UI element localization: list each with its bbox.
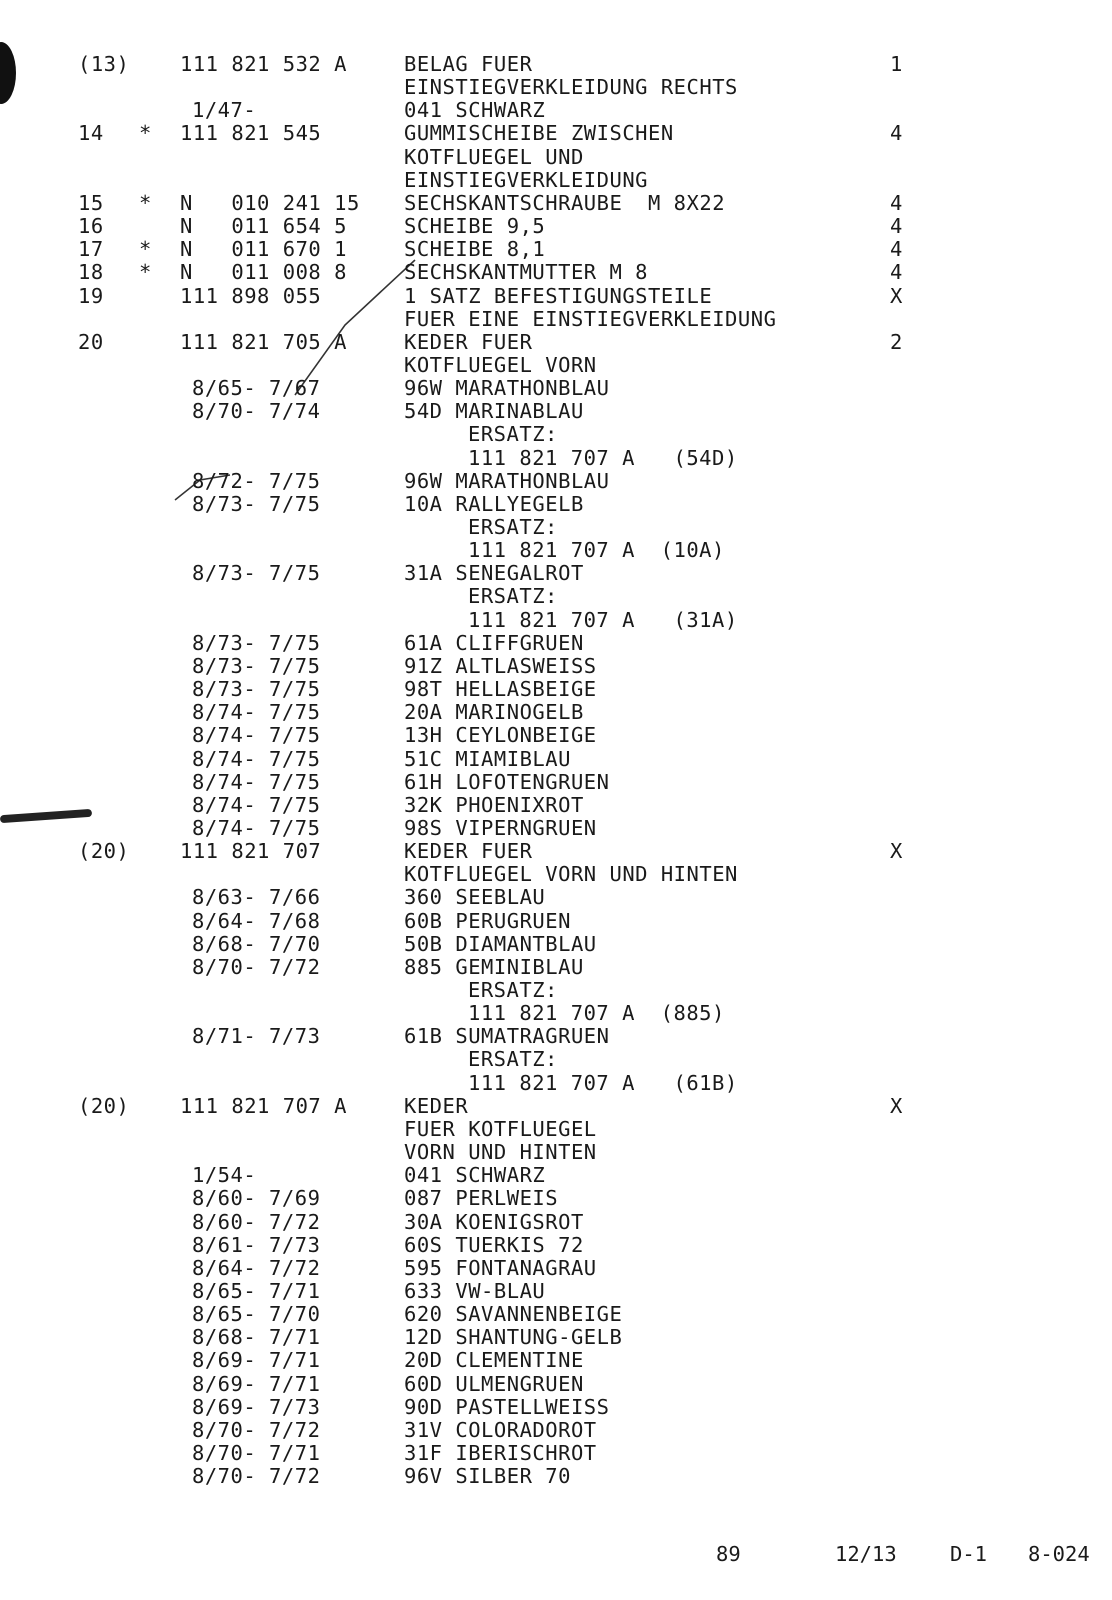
table-row bbox=[0, 1395, 1112, 1419]
ref-number: 14 bbox=[78, 121, 104, 145]
description: 32K PHOENIXROT bbox=[404, 793, 584, 817]
ref-number: (20) bbox=[78, 839, 130, 863]
table-row bbox=[0, 353, 1112, 377]
table-row bbox=[0, 1302, 1112, 1326]
description: SCHEIBE 8,1 bbox=[404, 237, 546, 261]
replacement-info: 111 821 707 A (61B) bbox=[468, 1071, 738, 1095]
description: 31A SENEGALROT bbox=[404, 561, 584, 585]
replacement-info: 111 821 707 A (885) bbox=[468, 1001, 725, 1025]
date-range: 8/68- 7/71 bbox=[192, 1325, 321, 1349]
date-range: 8/69- 7/73 bbox=[192, 1395, 321, 1419]
quantity: 4 bbox=[890, 121, 903, 145]
part-number: 111 821 707 bbox=[180, 839, 322, 863]
new-part-marker: * bbox=[139, 260, 152, 284]
table-row bbox=[0, 654, 1112, 678]
new-part-marker: * bbox=[139, 191, 152, 215]
table-row bbox=[0, 700, 1112, 724]
date-range: 8/73- 7/75 bbox=[192, 561, 321, 585]
table-row bbox=[0, 75, 1112, 99]
description: 620 SAVANNENBEIGE bbox=[404, 1302, 623, 1326]
date-range: 8/70- 7/72 bbox=[192, 1464, 321, 1488]
table-row bbox=[0, 608, 1112, 632]
date-range: 8/73- 7/75 bbox=[192, 492, 321, 516]
table-row bbox=[0, 446, 1112, 470]
table-row bbox=[0, 839, 1112, 863]
table-row bbox=[0, 561, 1112, 585]
new-part-marker: * bbox=[139, 121, 152, 145]
ref-number: 20 bbox=[78, 330, 104, 354]
description: 633 VW-BLAU bbox=[404, 1279, 546, 1303]
part-number: N 011 654 5 bbox=[180, 214, 347, 238]
table-row bbox=[0, 469, 1112, 493]
date-range: 8/74- 7/75 bbox=[192, 816, 321, 840]
table-row bbox=[0, 909, 1112, 933]
description: KOTFLUEGEL VORN bbox=[404, 353, 597, 377]
date-range: 8/73- 7/75 bbox=[192, 677, 321, 701]
date-range: 8/73- 7/75 bbox=[192, 654, 321, 678]
table-row bbox=[0, 793, 1112, 817]
date-range: 8/64- 7/68 bbox=[192, 909, 321, 933]
table-row bbox=[0, 1140, 1112, 1164]
description: 60D ULMENGRUEN bbox=[404, 1372, 584, 1396]
description: 12D SHANTUNG-GELB bbox=[404, 1325, 623, 1349]
description: 1 SATZ BEFESTIGUNGSTEILE bbox=[404, 284, 713, 308]
date-range: 8/70- 7/72 bbox=[192, 955, 321, 979]
table-row bbox=[0, 816, 1112, 840]
table-row bbox=[0, 584, 1112, 608]
ref-number: 18 bbox=[78, 260, 104, 284]
description: 90D PASTELLWEISS bbox=[404, 1395, 610, 1419]
table-row bbox=[0, 52, 1112, 76]
replacement-info: 111 821 707 A (31A) bbox=[468, 608, 738, 632]
table-row bbox=[0, 98, 1112, 122]
quantity: X bbox=[890, 1094, 903, 1118]
description: BELAG FUER bbox=[404, 52, 533, 76]
table-row bbox=[0, 723, 1112, 747]
table-row bbox=[0, 1372, 1112, 1396]
description: 360 SEEBLAU bbox=[404, 885, 546, 909]
replacement-info: 111 821 707 A (54D) bbox=[468, 446, 738, 470]
description: SCHEIBE 9,5 bbox=[404, 214, 546, 238]
description: FUER EINE EINSTIEGVERKLEIDUNG bbox=[404, 307, 777, 331]
description: 50B DIAMANTBLAU bbox=[404, 932, 597, 956]
description: 51C MIAMIBLAU bbox=[404, 747, 571, 771]
date-range: 8/60- 7/72 bbox=[192, 1210, 321, 1234]
quantity: 4 bbox=[890, 237, 903, 261]
quantity: X bbox=[890, 839, 903, 863]
date-range: 8/73- 7/75 bbox=[192, 631, 321, 655]
description: KOTFLUEGEL UND bbox=[404, 145, 584, 169]
table-row bbox=[0, 747, 1112, 771]
date-range: 8/69- 7/71 bbox=[192, 1348, 321, 1372]
date-range: 8/70- 7/72 bbox=[192, 1418, 321, 1442]
table-row bbox=[0, 885, 1112, 909]
description: 041 SCHWARZ bbox=[404, 98, 546, 122]
table-row bbox=[0, 168, 1112, 192]
quantity: 1 bbox=[890, 52, 903, 76]
quantity: 4 bbox=[890, 191, 903, 215]
date-range: 8/72- 7/75 bbox=[192, 469, 321, 493]
footer-section: D-1 bbox=[950, 1542, 988, 1566]
date-range: 8/74- 7/75 bbox=[192, 723, 321, 747]
table-row bbox=[0, 1256, 1112, 1280]
ref-number: 17 bbox=[78, 237, 104, 261]
date-range: 8/74- 7/75 bbox=[192, 793, 321, 817]
description: 885 GEMINIBLAU bbox=[404, 955, 584, 979]
description: KEDER bbox=[404, 1094, 469, 1118]
description: 96V SILBER 70 bbox=[404, 1464, 571, 1488]
table-row bbox=[0, 492, 1112, 516]
date-range: 8/74- 7/75 bbox=[192, 747, 321, 771]
table-row bbox=[0, 955, 1112, 979]
description: 96W MARATHONBLAU bbox=[404, 469, 610, 493]
date-range: 8/61- 7/73 bbox=[192, 1233, 321, 1257]
date-range: 8/68- 7/70 bbox=[192, 932, 321, 956]
description: 61A CLIFFGRUEN bbox=[404, 631, 584, 655]
table-row bbox=[0, 1418, 1112, 1442]
date-range: 1/47- bbox=[192, 98, 257, 122]
description: KOTFLUEGEL VORN UND HINTEN bbox=[404, 862, 738, 886]
table-row bbox=[0, 260, 1112, 284]
table-row bbox=[0, 399, 1112, 423]
table-row bbox=[0, 1441, 1112, 1465]
table-row bbox=[0, 1071, 1112, 1095]
description: 087 PERLWEIS bbox=[404, 1186, 559, 1210]
description: 54D MARINABLAU bbox=[404, 399, 584, 423]
description: 96W MARATHONBLAU bbox=[404, 376, 610, 400]
ref-number: (13) bbox=[78, 52, 130, 76]
replacement-info: 111 821 707 A (10A) bbox=[468, 538, 725, 562]
description: SECHSKANTMUTTER M 8 bbox=[404, 260, 648, 284]
table-row bbox=[0, 121, 1112, 145]
description: 61B SUMATRAGRUEN bbox=[404, 1024, 610, 1048]
description: 10A RALLYEGELB bbox=[404, 492, 584, 516]
table-row bbox=[0, 376, 1112, 400]
quantity: 4 bbox=[890, 260, 903, 284]
date-range: 8/63- 7/66 bbox=[192, 885, 321, 909]
description: 20D CLEMENTINE bbox=[404, 1348, 584, 1372]
table-row bbox=[0, 1117, 1112, 1141]
date-range: 8/71- 7/73 bbox=[192, 1024, 321, 1048]
table-row bbox=[0, 862, 1112, 886]
replacement-info: ERSATZ: bbox=[468, 1047, 558, 1071]
description: KEDER FUER bbox=[404, 330, 533, 354]
date-range: 8/65- 7/70 bbox=[192, 1302, 321, 1326]
description: 31V COLORADOROT bbox=[404, 1418, 597, 1442]
ref-number: 15 bbox=[78, 191, 104, 215]
description: 20A MARINOGELB bbox=[404, 700, 584, 724]
table-row bbox=[0, 330, 1112, 354]
date-range: 8/69- 7/71 bbox=[192, 1372, 321, 1396]
description: 13H CEYLONBEIGE bbox=[404, 723, 597, 747]
table-row bbox=[0, 538, 1112, 562]
date-range: 8/70- 7/74 bbox=[192, 399, 321, 423]
description: 61H LOFOTENGRUEN bbox=[404, 770, 610, 794]
replacement-info: ERSATZ: bbox=[468, 584, 558, 608]
table-row bbox=[0, 1210, 1112, 1234]
table-row bbox=[0, 677, 1112, 701]
description: 595 FONTANAGRAU bbox=[404, 1256, 597, 1280]
table-row bbox=[0, 214, 1112, 238]
table-row bbox=[0, 1186, 1112, 1210]
table-row bbox=[0, 1348, 1112, 1372]
part-number: 111 821 705 A bbox=[180, 330, 347, 354]
table-row bbox=[0, 978, 1112, 1002]
part-number: 111 821 707 A bbox=[180, 1094, 347, 1118]
table-row bbox=[0, 145, 1112, 169]
ref-number: (20) bbox=[78, 1094, 130, 1118]
description: 98T HELLASBEIGE bbox=[404, 677, 597, 701]
new-part-marker: * bbox=[139, 237, 152, 261]
part-number: 111 821 532 A bbox=[180, 52, 347, 76]
quantity: X bbox=[890, 284, 903, 308]
table-row bbox=[0, 1279, 1112, 1303]
table-row bbox=[0, 237, 1112, 261]
table-row bbox=[0, 770, 1112, 794]
footer-page-number: 89 bbox=[716, 1542, 741, 1566]
description: 60S TUERKIS 72 bbox=[404, 1233, 584, 1257]
table-row bbox=[0, 631, 1112, 655]
date-range: 8/60- 7/69 bbox=[192, 1186, 321, 1210]
table-row bbox=[0, 1047, 1112, 1071]
date-range: 8/65- 7/67 bbox=[192, 376, 321, 400]
description: FUER KOTFLUEGEL bbox=[404, 1117, 597, 1141]
date-range: 8/74- 7/75 bbox=[192, 700, 321, 724]
description: VORN UND HINTEN bbox=[404, 1140, 597, 1164]
date-range: 1/54- bbox=[192, 1163, 257, 1187]
ref-number: 16 bbox=[78, 214, 104, 238]
quantity: 4 bbox=[890, 214, 903, 238]
table-row bbox=[0, 284, 1112, 308]
description: 31F IBERISCHROT bbox=[404, 1441, 597, 1465]
table-row bbox=[0, 1024, 1112, 1048]
part-number: N 011 008 8 bbox=[180, 260, 347, 284]
table-row bbox=[0, 1233, 1112, 1257]
description: SECHSKANTSCHRAUBE M 8X22 bbox=[404, 191, 726, 215]
description: GUMMISCHEIBE ZWISCHEN bbox=[404, 121, 674, 145]
footer-sheet: 12/13 bbox=[835, 1542, 897, 1566]
date-range: 8/65- 7/71 bbox=[192, 1279, 321, 1303]
table-row bbox=[0, 1464, 1112, 1488]
table-row bbox=[0, 307, 1112, 331]
table-row bbox=[0, 515, 1112, 539]
table-row bbox=[0, 422, 1112, 446]
description: 60B PERUGRUEN bbox=[404, 909, 571, 933]
replacement-info: ERSATZ: bbox=[468, 978, 558, 1002]
part-number: N 010 241 15 bbox=[180, 191, 360, 215]
replacement-info: ERSATZ: bbox=[468, 422, 558, 446]
quantity: 2 bbox=[890, 330, 903, 354]
table-row bbox=[0, 1163, 1112, 1187]
date-range: 8/74- 7/75 bbox=[192, 770, 321, 794]
description: 98S VIPERNGRUEN bbox=[404, 816, 597, 840]
table-row bbox=[0, 932, 1112, 956]
table-row bbox=[0, 1094, 1112, 1118]
description: 30A KOENIGSROT bbox=[404, 1210, 584, 1234]
date-range: 8/70- 7/71 bbox=[192, 1441, 321, 1465]
replacement-info: ERSATZ: bbox=[468, 515, 558, 539]
table-row bbox=[0, 1001, 1112, 1025]
part-number: N 011 670 1 bbox=[180, 237, 347, 261]
part-number: 111 898 055 bbox=[180, 284, 322, 308]
part-number: 111 821 545 bbox=[180, 121, 322, 145]
date-range: 8/64- 7/72 bbox=[192, 1256, 321, 1280]
description: 041 SCHWARZ bbox=[404, 1163, 546, 1187]
description: EINSTIEGVERKLEIDUNG RECHTS bbox=[404, 75, 738, 99]
ref-number: 19 bbox=[78, 284, 104, 308]
table-row bbox=[0, 191, 1112, 215]
description: EINSTIEGVERKLEIDUNG bbox=[404, 168, 648, 192]
description: 91Z ALTLASWEISS bbox=[404, 654, 597, 678]
description: KEDER FUER bbox=[404, 839, 533, 863]
footer-code: 8-024 bbox=[1028, 1542, 1090, 1566]
table-row bbox=[0, 1325, 1112, 1349]
